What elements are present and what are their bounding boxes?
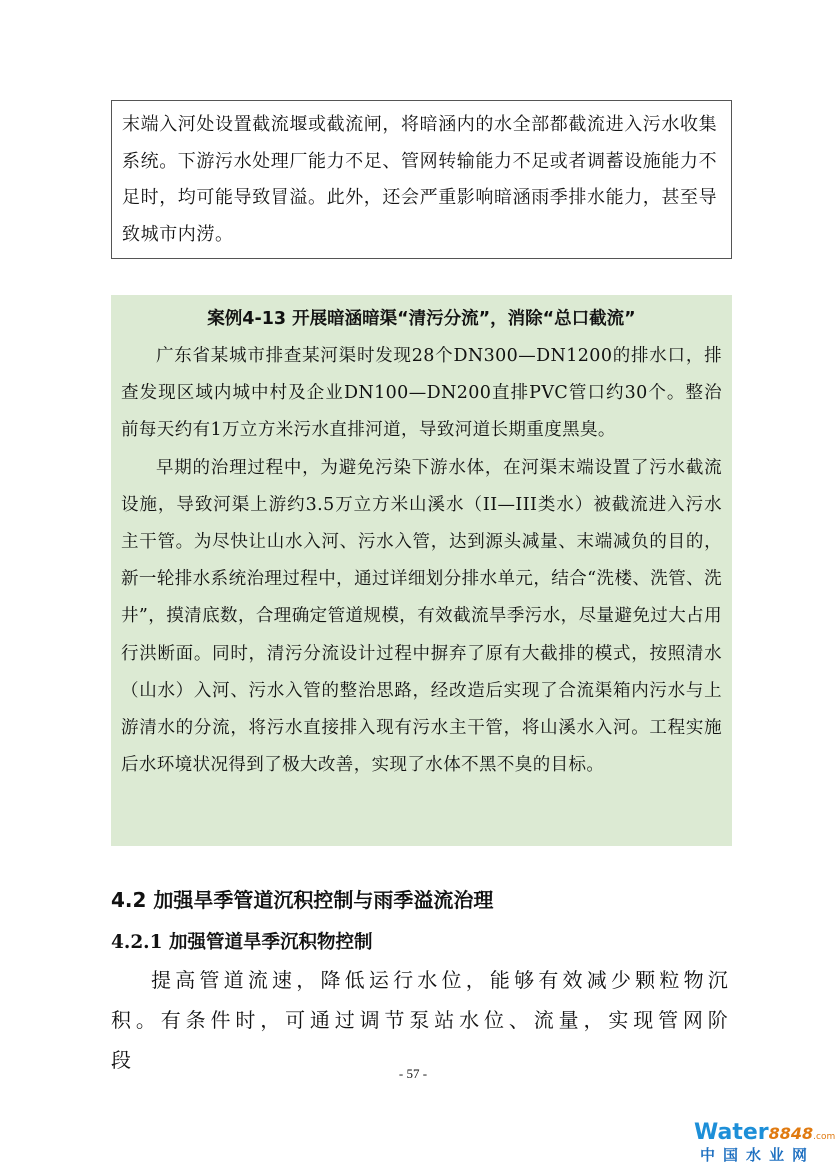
case-title: 案例4-13 开展暗涵暗渠“清污分流”，消除“总口截流” xyxy=(207,309,636,329)
excerpt-text: 末端入河处设置截流堰或截流闸，将暗涵内的水全部都截流进入污水收集系统。下游污水处理厂能力不足、管网转输能力不足或者调蓄设施能力不足时，均可能导致冒溢。此外，还会严重影响暗涵雨季排水能力，甚至导致城市内涝。 xyxy=(122,114,718,245)
case-paragraph: 早期的治理过程中，为避免污染下游水体，在河渠末端设置了污水截流设施，导致河渠上游约3.5万立方米山溪水（II—III类水）被截流进入污水主干管。为尽快让山水入河、污水入管，达到源头减量、末端减负的目的，新一轮排水系统治理过程中，通过详细划分排水单元，结合“洗楼、洗管、洗井”，摸清底数，合理确定管道规模，有效截流旱季污水，尽量避免过大占用行洪断面。同时，清污分流设计过程中摒弃了原有大截排的模式，按照清水（山水）入河、污水入管的整治思路，经改造后实现了合流渠箱内污水与上游清水的分流，将污水直接排入现有污水主干管，将山溪水入河。工程实施后水环境状况得到了极大改善，实现了水体不黑不臭的目标。 xyxy=(121,457,722,776)
page-number: - 57 - xyxy=(398,1066,428,1081)
excerpt-box xyxy=(111,100,732,259)
body-paragraph: 提高管道流速，降低运行水位，能够有效减少颗粒物沉积。有条件时，可通过调节泵站水位、流量，实现管网阶段 xyxy=(111,968,732,1072)
section-heading: 4.2 加强旱季管道沉积控制与雨季溢流治理 xyxy=(111,888,494,912)
case-paragraph: 广东省某城市排查某河渠时发现28个DN300—DN1200的排水口，排查发现区域内城中村及企业DN100—DN200直排PVC管口约30个。整治前每天约有1万立方米污水直排河道，导致河道长期重度黑臭。 xyxy=(121,346,722,441)
logo-domain-text: .com xyxy=(813,1132,835,1142)
case-study-box xyxy=(111,295,732,846)
subsection-heading: 4.2.1 加强管道旱季沉积物控制 xyxy=(111,932,373,953)
logo-chinese-text: 中国水业网 xyxy=(700,1146,816,1164)
logo-water-text: Water xyxy=(694,1120,769,1145)
logo-number-text: 8848 xyxy=(768,1124,814,1143)
watermark-logo xyxy=(694,1120,835,1165)
